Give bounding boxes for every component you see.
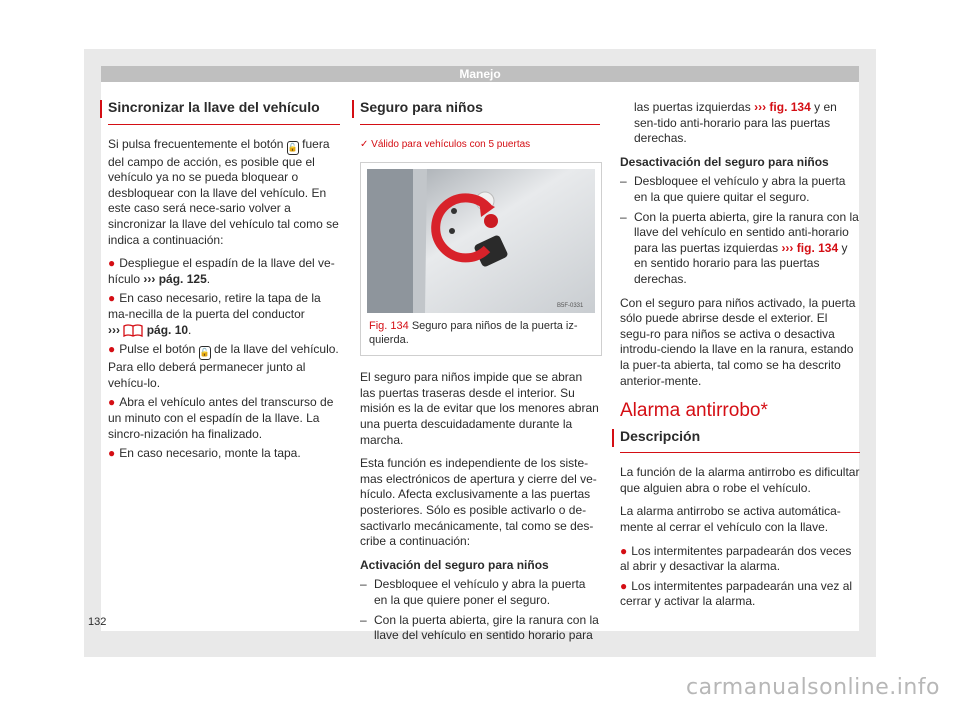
list-item: ● Despliegue el espadín de la llave del ve-hículo ››› pág. 125. [108, 256, 335, 286]
paragraph: Esta función es independiente de los siste-mas electrónicos de apertura y cierre del ve-hículo. Afecta exclusivamente a las puertas posteriores. Sólo es posible activarlo o de-sactivarlo mecánicamente, tal como se des-cribe a continuación: [360, 456, 597, 549]
figure-caption: Fig. 134 Seguro para niños de la puerta iz-quierda. [369, 320, 578, 347]
left-column [108, 100, 340, 466]
continued-text: las puertas izquierdas ››› fig. 134 y en sen-tido anti-horario para las puertas derechas. [634, 100, 837, 146]
door-lock-image [367, 169, 595, 313]
bullet-icon: ● [620, 543, 628, 558]
list-item: ● Pulse el botón 🔓 de la llave del vehículo. Para ello deberá permanecer junto al vehícu-lo. [108, 342, 339, 390]
door-lock-illustration [367, 169, 595, 313]
chapter-header: Manejo [101, 66, 859, 82]
page-link[interactable]: pág. 125 [158, 271, 207, 286]
section-title-child-lock: Seguro para niños [360, 100, 600, 125]
figure-code: B5F-0331 [557, 303, 584, 310]
paragraph: La alarma antirrobo se activa automática-mente al cerrar el vehículo con la llave. [620, 504, 841, 535]
activation-heading: Activación del seguro para niños [360, 557, 549, 572]
bullet-icon: ● [108, 446, 116, 461]
deactivation-heading: Desactivación del seguro para niños [620, 154, 829, 169]
intro-paragraph: Si pulsa frecuentemente el botón 🔓 fuera del campo de acción, es posible que el vehículo ya no se pueda bloquear o desbloquear con la llave del vehículo. En este caso será nece-sario volver a sincronizar la llave del vehículo tal como se indica a continuación: [108, 136, 339, 247]
paragraph: Con el seguro para niños activado, la puerta sólo puede abrirse desde el exterior. El segu-ro para niños se activa o desactiva introdu-ciendo la llave en la ranura, estando la puer-ta abierta, tal como se ha descrito anterior-mente. [620, 295, 856, 388]
key-unlock-icon: 🔓 [199, 346, 211, 360]
watermark: carmanualsonline.info [686, 675, 940, 700]
bullet-icon: ● [108, 342, 116, 357]
list-item: ● En caso necesario, retire la tapa de la ma-necilla de la puerta del conductor ››› pág. 10. [108, 291, 321, 337]
list-item: – Desbloquee el vehículo y abra la puerta en la que quiere poner el seguro. [360, 577, 600, 608]
bullet-icon: ● [108, 256, 116, 271]
middle-column [360, 100, 600, 648]
list-item: ● Abra el vehículo antes del transcurso de un minuto con el espadín de la llave. La sincro-nización ha finalizado. [108, 395, 334, 441]
figure-134 [360, 162, 602, 356]
list-item: – Con la puerta abierta, gire la ranura con la llave del vehículo en sentido anti-horario para las puertas izquierdas ››› fig. 134 y en sentido horario para las puertas derechas. [620, 210, 860, 288]
bullet-icon: ● [108, 291, 116, 306]
section-title-description: Descripción [620, 429, 860, 454]
check-icon: ✓ [360, 138, 369, 150]
key-unlock-icon: 🔓 [287, 141, 299, 155]
list-item: – Desbloquee el vehículo y abra la puerta en la que quiere quitar el seguro. [620, 174, 860, 205]
paragraph: El seguro para niños impide que se abran las puertas traseras desde el interior. Su misión es la de evitar que los menores abran una puerta descuidadamente durante la marcha. [360, 370, 599, 447]
list-item: – Con la puerta abierta, gire la ranura con la llave del vehículo en sentido horario para [360, 613, 600, 644]
bullet-icon: ● [108, 395, 116, 410]
page-number: 132 [88, 616, 107, 628]
validity-note: ✓ Válido para vehículos con 5 puertas [360, 138, 531, 150]
list-item: ● En caso necesario, monte la tapa. [108, 446, 301, 461]
right-column [620, 100, 860, 614]
section-title-sync-key: Sincronizar la llave del vehículo [108, 100, 340, 125]
figure-link[interactable]: fig. 134 [796, 240, 839, 255]
book-icon [123, 324, 143, 337]
list-item: ● Los intermitentes parpadearán una vez al cerrar y activar la alarma. [620, 578, 853, 609]
paragraph: La función de la alarma antirrobo es dificultar que alguien abra o robe el vehículo. [620, 465, 860, 495]
bullet-icon: ● [620, 578, 628, 593]
list-item: ● Los intermitentes parpadearán dos veces al abrir y desactivar la alarma. [620, 543, 852, 574]
figure-link[interactable]: fig. 134 [769, 100, 811, 114]
alarm-title: Alarma antirrobo* [620, 400, 768, 422]
page-link[interactable]: pág. 10 [146, 322, 189, 337]
